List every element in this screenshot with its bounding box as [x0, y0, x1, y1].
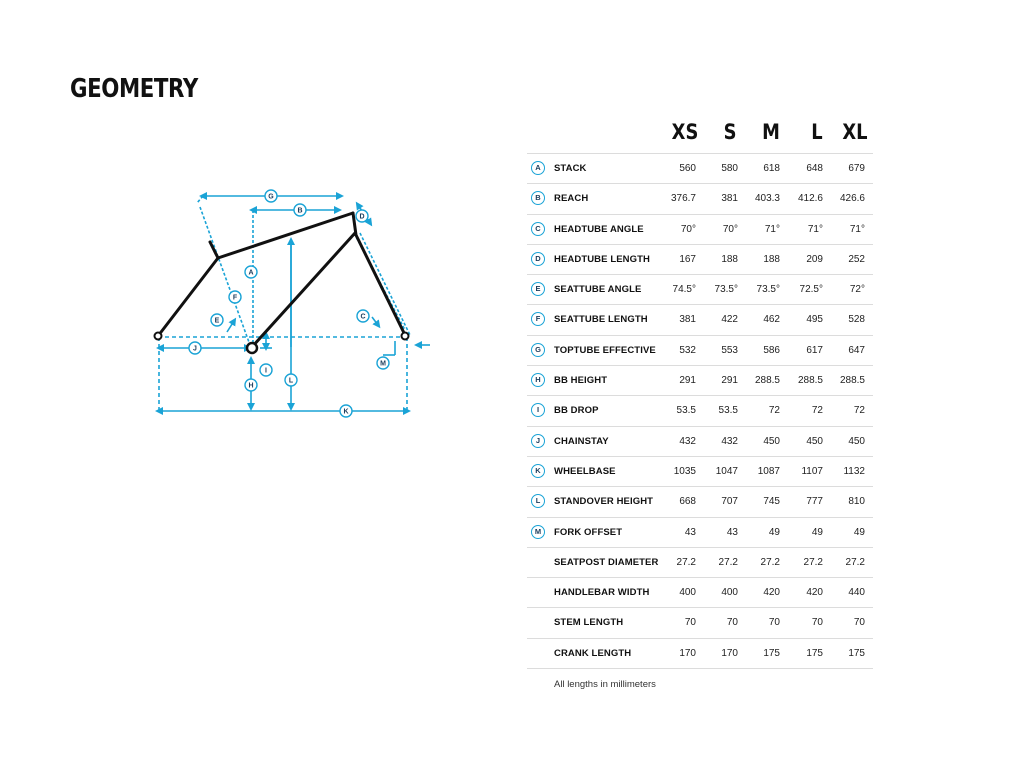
row-value-l: 777	[806, 496, 823, 508]
table-row	[527, 518, 873, 548]
row-letter-badge: D	[531, 252, 545, 266]
row-value-m: 175	[763, 647, 780, 659]
table-row	[527, 184, 873, 214]
table-row	[527, 487, 873, 517]
row-value-xl: 27.2	[845, 556, 865, 568]
row-value-m: 450	[763, 435, 780, 447]
table-row	[527, 427, 873, 457]
table-row	[527, 154, 873, 184]
row-value-xs: 291	[679, 375, 696, 387]
row-value-m: 49	[768, 526, 780, 538]
marker-k	[340, 405, 352, 417]
row-label: TOPTUBE EFFECTIVE	[554, 344, 656, 356]
row-value-xl: 450	[848, 435, 865, 447]
marker-b-text: B	[297, 207, 303, 215]
table-row	[527, 396, 873, 426]
row-letter-badge: J	[531, 434, 545, 448]
row-value-l: 70	[811, 617, 823, 629]
row-label: STEM LENGTH	[554, 617, 624, 629]
row-value-xl: 252	[848, 253, 865, 265]
row-value-xs: 70	[684, 617, 696, 629]
size-header-row	[527, 116, 873, 153]
marker-a-text: A	[248, 269, 254, 277]
marker-e	[211, 314, 223, 326]
table-row	[527, 457, 873, 487]
row-value-m: 72	[768, 405, 780, 417]
table-row	[527, 639, 873, 669]
row-value-xs: 560	[679, 163, 696, 174]
row-letter-badge: G	[531, 343, 545, 357]
row-label: CRANK LENGTH	[554, 647, 632, 659]
marker-a	[245, 266, 257, 278]
marker-m	[377, 357, 389, 369]
marker-c	[357, 310, 369, 322]
marker-d	[356, 210, 368, 222]
size-l: L	[811, 120, 823, 144]
row-value-l: 72.5°	[799, 284, 823, 296]
row-label: REACH	[554, 193, 589, 205]
row-value-l: 495	[806, 314, 823, 326]
row-value-xl: 175	[848, 647, 865, 659]
row-value-m: 71°	[764, 223, 780, 235]
marker-f-text: F	[232, 294, 238, 302]
row-value-s: 53.5	[718, 405, 738, 417]
row-value-s: 70°	[722, 223, 738, 235]
marker-i	[260, 364, 272, 376]
row-value-m: 73.5°	[756, 284, 780, 296]
row-value-m: 188	[763, 253, 780, 265]
marker-j	[189, 342, 201, 354]
row-letter-badge: K	[531, 464, 545, 478]
row-value-s: 27.2	[718, 556, 738, 568]
bike-frame	[158, 213, 405, 347]
row-label: SEATTUBE ANGLE	[554, 284, 642, 296]
table-row	[527, 608, 873, 638]
row-value-l: 175	[806, 647, 823, 659]
row-value-m: 586	[763, 344, 780, 356]
row-value-s: 170	[721, 647, 738, 659]
row-value-xs: 1035	[673, 465, 696, 477]
row-value-s: 580	[721, 163, 738, 174]
row-value-xs: 27.2	[676, 556, 696, 568]
geometry-rows	[527, 153, 873, 669]
row-value-xl: 679	[848, 163, 865, 174]
marker-e-text: E	[214, 317, 220, 325]
row-value-xl: 71°	[849, 223, 865, 235]
row-value-m: 462	[763, 314, 780, 326]
row-letter-badge: L	[531, 494, 545, 508]
row-value-s: 381	[721, 193, 738, 205]
row-value-l: 1107	[801, 465, 823, 477]
row-value-m: 70	[768, 617, 780, 629]
row-label: WHEELBASE	[554, 465, 616, 477]
marker-h-text: H	[248, 382, 254, 390]
row-value-xs: 532	[679, 344, 696, 356]
row-value-xl: 70	[853, 617, 865, 629]
marker-g-text: G	[268, 193, 274, 201]
row-value-l: 648	[806, 163, 823, 174]
row-letter-badge: C	[531, 222, 545, 236]
row-value-xs: 53.5	[676, 405, 696, 417]
row-value-s: 432	[721, 435, 738, 447]
row-value-xl: 528	[848, 314, 865, 326]
marker-i-text: I	[265, 367, 267, 375]
row-value-xs: 668	[679, 496, 696, 508]
marker-b	[294, 204, 306, 216]
row-value-xl: 440	[848, 587, 865, 599]
table-row	[527, 578, 873, 608]
row-value-m: 420	[763, 587, 780, 599]
marker-h	[245, 379, 257, 391]
row-label: STANDOVER HEIGHT	[554, 496, 654, 508]
row-value-xs: 43	[684, 526, 696, 538]
table-row	[527, 336, 873, 366]
row-value-xl: 810	[848, 496, 865, 508]
row-value-m: 618	[763, 163, 780, 174]
row-value-l: 72	[811, 405, 823, 417]
bottom-bracket	[247, 343, 257, 353]
size-xs: XS	[671, 120, 699, 144]
size-m: M	[762, 120, 780, 144]
table-row	[527, 215, 873, 245]
row-value-l: 71°	[807, 223, 823, 235]
marker-l	[285, 374, 297, 386]
marker-g	[265, 190, 277, 202]
row-value-l: 412.6	[797, 193, 823, 205]
marker-k-text: K	[343, 408, 349, 416]
row-value-s: 422	[721, 314, 738, 326]
table-row	[527, 245, 873, 275]
row-value-xl: 647	[848, 344, 865, 356]
geometry-table	[527, 116, 873, 690]
row-label: HEADTUBE LENGTH	[554, 253, 650, 265]
row-letter-badge: B	[531, 191, 545, 205]
row-value-s: 73.5°	[714, 284, 738, 296]
row-letter-badge: E	[531, 282, 545, 296]
row-value-s: 188	[721, 253, 738, 265]
row-value-m: 403.3	[754, 193, 780, 205]
row-value-xs: 376.7	[670, 193, 696, 205]
row-value-l: 27.2	[803, 556, 823, 568]
row-value-s: 43	[726, 526, 738, 538]
row-value-s: 400	[721, 587, 738, 599]
row-label: BB HEIGHT	[554, 375, 608, 387]
marker-l-text: L	[288, 377, 294, 385]
row-value-xl: 72	[853, 405, 865, 417]
size-xl: XL	[842, 120, 868, 144]
row-value-s: 291	[721, 375, 738, 387]
row-label: SEATTUBE LENGTH	[554, 314, 648, 326]
table-row	[527, 548, 873, 578]
row-value-s: 70	[726, 617, 738, 629]
row-letter-badge: H	[531, 373, 545, 387]
row-value-xs: 70°	[680, 223, 696, 235]
row-value-m: 27.2	[760, 556, 780, 568]
marker-j-text: J	[193, 345, 197, 353]
marker-d-text: D	[359, 213, 365, 221]
row-value-xl: 426.6	[839, 193, 865, 205]
row-value-xs: 74.5°	[672, 284, 696, 296]
row-value-xs: 170	[679, 647, 696, 659]
marker-c-text: C	[360, 313, 366, 321]
marker-m-text: M	[380, 360, 386, 368]
row-value-s: 1047	[715, 465, 738, 477]
row-label: BB DROP	[554, 405, 599, 417]
row-value-xl: 288.5	[839, 375, 865, 387]
row-label: SEATPOST DIAMETER	[554, 556, 659, 568]
row-value-m: 745	[763, 496, 780, 508]
row-value-m: 288.5	[754, 375, 780, 387]
row-letter-badge: F	[531, 312, 545, 326]
row-value-m: 1087	[757, 465, 780, 477]
row-value-xs: 381	[679, 314, 696, 326]
row-value-l: 617	[806, 344, 823, 356]
row-value-xs: 400	[679, 587, 696, 599]
row-value-xl: 1132	[843, 465, 865, 477]
size-s: S	[723, 120, 737, 144]
row-label: HEADTUBE ANGLE	[554, 223, 644, 235]
table-row	[527, 275, 873, 305]
row-label: FORK OFFSET	[554, 526, 623, 538]
row-value-s: 707	[721, 496, 738, 508]
bike-geometry-diagram	[140, 175, 440, 435]
row-value-l: 420	[806, 587, 823, 599]
row-value-xs: 432	[679, 435, 696, 447]
row-letter-badge: M	[531, 525, 545, 539]
rear-axle	[155, 333, 162, 340]
row-value-xs: 167	[679, 253, 696, 265]
row-label: HANDLEBAR WIDTH	[554, 587, 650, 599]
row-value-l: 209	[806, 253, 823, 265]
page-title: GEOMETRY	[70, 74, 198, 104]
diagram-markers	[189, 190, 389, 417]
table-row	[527, 305, 873, 335]
row-value-s: 553	[721, 344, 738, 356]
row-label: CHAINSTAY	[554, 435, 609, 447]
row-value-xl: 72°	[849, 284, 865, 296]
row-value-xl: 49	[853, 526, 865, 538]
front-axle	[402, 333, 409, 340]
row-value-l: 49	[811, 526, 823, 538]
footnote: All lengths in millimeters	[554, 679, 656, 690]
row-letter-badge: A	[531, 161, 545, 175]
row-value-l: 450	[806, 435, 823, 447]
marker-f	[229, 291, 241, 303]
row-value-l: 288.5	[797, 375, 823, 387]
row-letter-badge: I	[531, 403, 545, 417]
table-row	[527, 366, 873, 396]
row-label: STACK	[554, 163, 587, 174]
